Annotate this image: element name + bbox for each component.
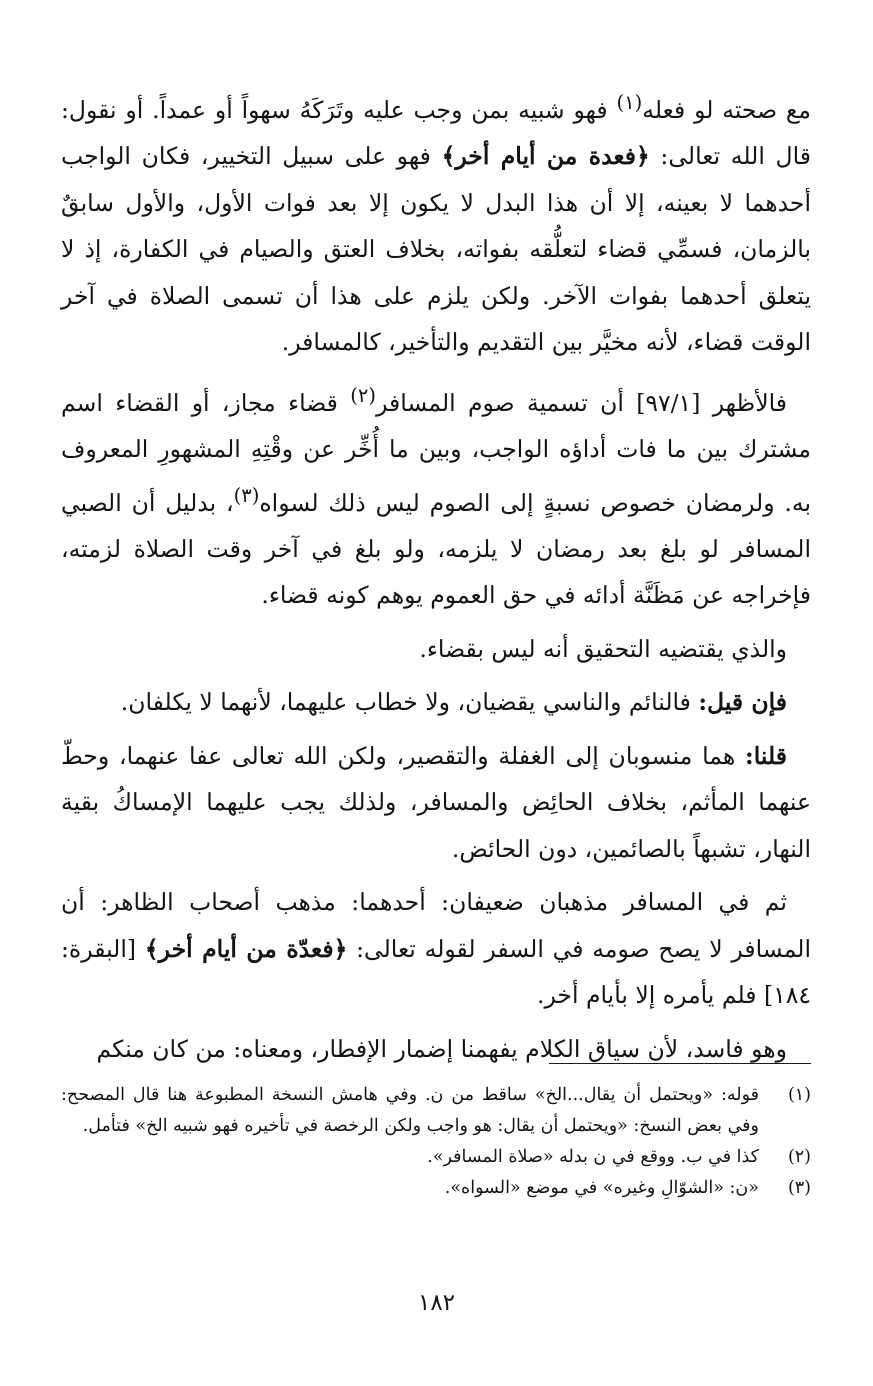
footnote-text: كذا في ب. ووقع في ن بدله «صلاة المسافر». [427, 1147, 759, 1167]
text-run: فالنائم والناسي يقضيان، ولا خطاب عليهما، لأنهما لا يكلفان. [120, 688, 699, 717]
footnote-ref: (٣) [233, 483, 260, 507]
paragraph [61, 373, 811, 619]
footnote-number: (٢) [787, 1147, 811, 1167]
text-run: فهو شبيه بمن وجب عليه وتَرَكَهُ سهواً أو عمداً. أو نقول: قال الله تعالى: [61, 95, 811, 171]
paragraph [61, 1026, 811, 1073]
main-text [61, 80, 811, 1079]
footnote-text: قوله: «ويحتمل أن يقال...الخ» ساقط من ن. وفي هامش النسخة المطبوعة هنا قال المصحح: وفي بعض النسخ: «ويحتمل أن يقال: هو واجب ولكن الرخصة في تأخيره فهو شبيه الخ» فتأمل. [61, 1085, 759, 1136]
footnote-text: «ن: «الشوّالِ وغيره» في موضع «السواه». [444, 1178, 759, 1198]
text-run: [البقرة: ١٨٤] فلم يأمره إلا بأيام أخر. [61, 934, 811, 1010]
footnote [61, 1173, 811, 1204]
text-run: وهو فاسد، لأن سياق الكلام يفهمنا إضمار الإفطار، ومعناه: من كان منكم [96, 1034, 787, 1063]
paragraph [61, 733, 811, 873]
paragraph [61, 626, 811, 673]
quran-quote: ﴿فعدة من أيام أخر﴾ [441, 142, 650, 171]
footnote-ref: (٢) [350, 383, 377, 407]
text-run: ثم في المسافر مذهبان ضعيفان: أحدهما: مذهب أصحاب الظاهر: أن المسافر لا يصح صومه في السفر لقوله تعالى: [61, 888, 811, 963]
text-run: فهو على سبيل التخيير، فكان الواجب أحدهما لا بعينه، إلا أن هذا البدل لا يكون إلا بعد فوات الأول، والأول سابقٌ بالزمان، فسمِّي قضاء لتعلُّقه بفواته، بخلاف العتق والصيام في الكفارة، إذ لا يتعلق أحدهما بفوات الآخر. ولكن يلزم على هذا أن تسمى الصلاة في آخر الوقت قضاء، لأنه مخيَّر بين التقديم والتأخير، كالمسافر. [61, 142, 811, 357]
footnote-separator [549, 1063, 811, 1064]
page-number: ١٨٢ [417, 1290, 456, 1316]
text-run: مع صحته لو فعله [642, 95, 811, 124]
paragraph [61, 879, 811, 1019]
text-run: ، بدليل أن الصبي المسافر لو بلغ بعد رمضان لا يلزمه، ولو بلغ في آخر وقت الصلاة لزمته، فإخراجه عن مَظَنَّة أدائه في حق العموم يوهم كونه قضاء. [61, 488, 811, 610]
footnote-number: (٣) [787, 1178, 811, 1198]
text-run: والذي يقتضيه التحقيق أنه ليس بقضاء. [419, 634, 787, 663]
lead-word: فإن قيل: [698, 688, 787, 717]
text-run: هما منسوبان إلى الغفلة والتقصير، ولكن الله تعالى عفا عنهما، وحطّ عنهما المأثم، بخلاف الحائِض والمسافر، ولذلك يجب عليهما الإمساكُ بقية النهار، تشبهاً بالصائمين، دون الحائض. [61, 741, 811, 863]
footnotes [61, 1080, 811, 1204]
footnote-ref: (١) [616, 91, 643, 114]
text-run: فالأظهر [٩٧/١] أن تسمية صوم المسافر [376, 388, 787, 417]
footnote-number: (١) [787, 1085, 811, 1105]
paragraph [61, 679, 811, 726]
lead-word: قلنا: [745, 741, 787, 770]
paragraph [61, 80, 811, 366]
footnote [61, 1142, 811, 1173]
text-run: قضاء مجاز، أو القضاء اسم مشترك بين ما فات أداؤه الواجب، وبين ما أُخِّر عن وقْتِهِ المشهورِ المعروف به. ولرمضان خصوص نسبةٍ إلى الصوم ليس ذلك لسواه [61, 388, 812, 517]
quran-quote: ﴿فعدّة من أيام أخر﴾ [144, 934, 348, 963]
footnote [61, 1080, 811, 1142]
